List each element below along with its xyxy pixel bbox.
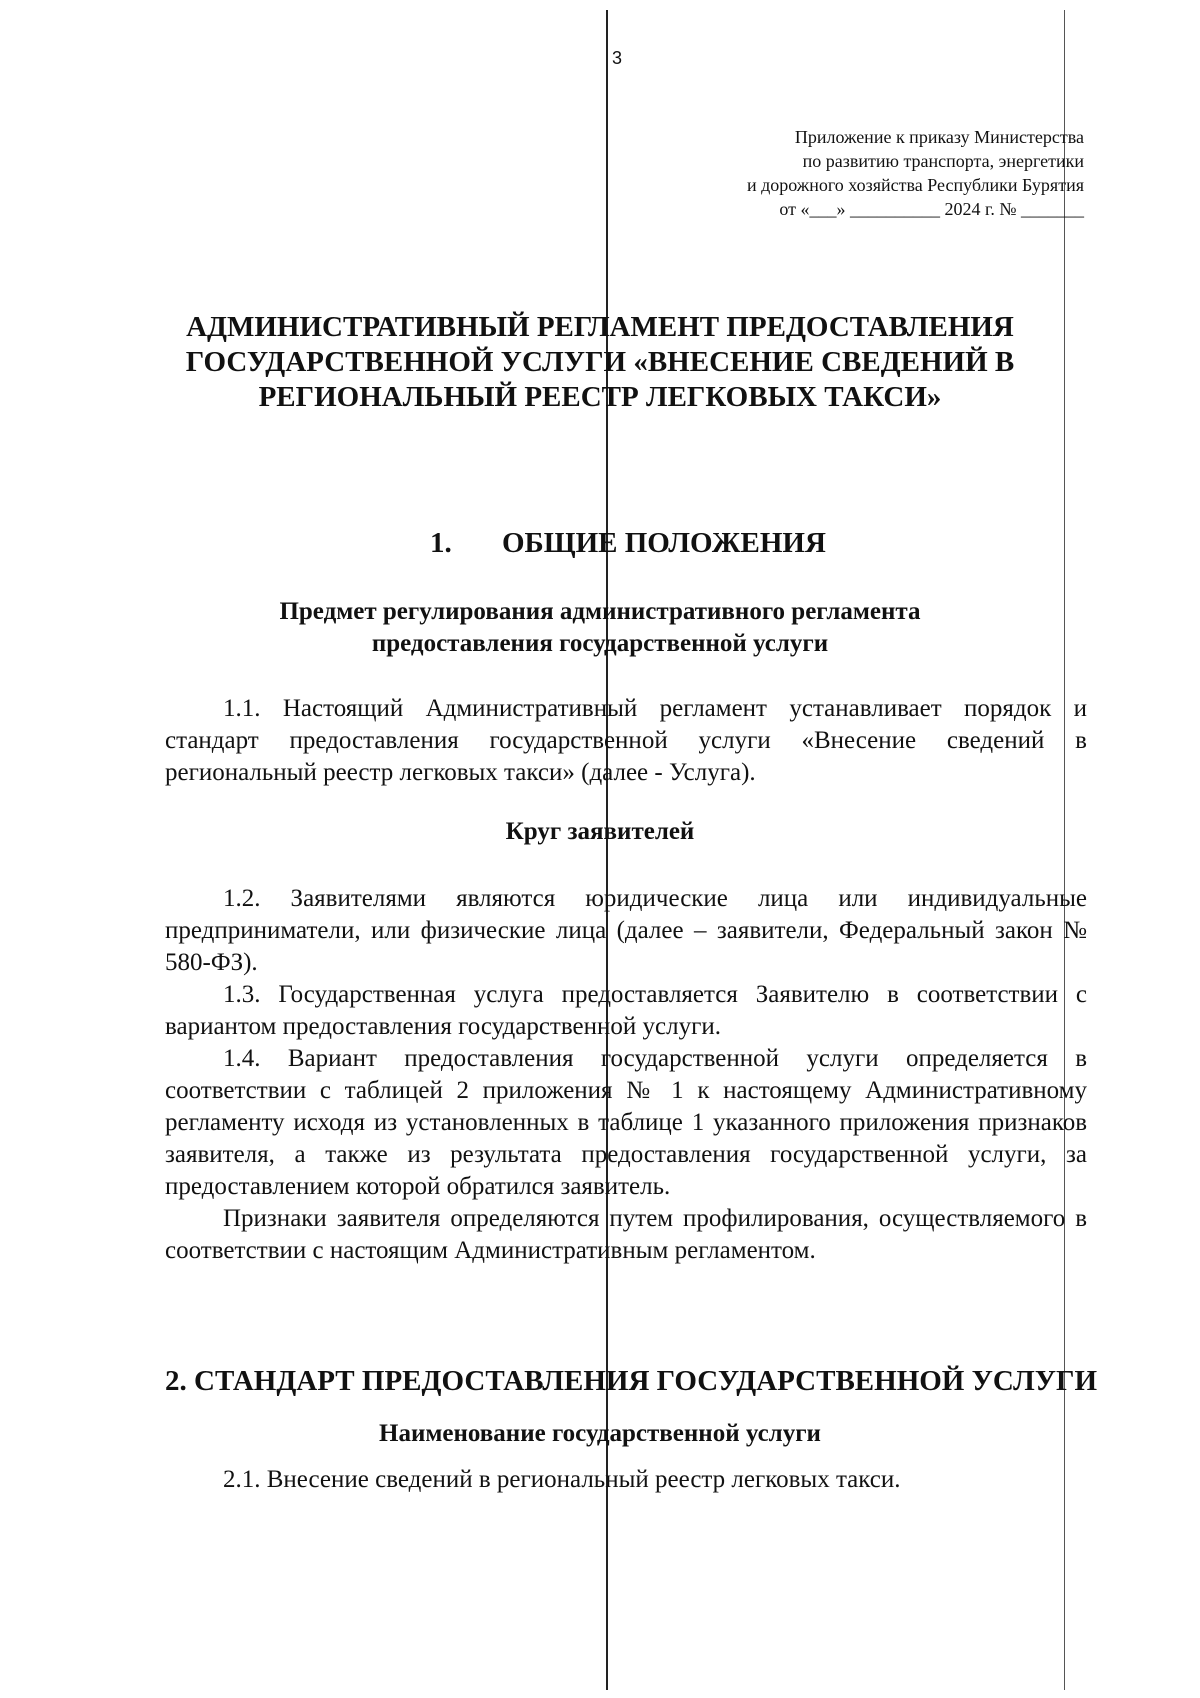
title-line: АДМИНИСТРАТИВНЫЙ РЕГЛАМЕНТ ПРЕДОСТАВЛЕНИЯ	[186, 311, 1014, 343]
appendix-date-line: от «___» __________ 2024 г. № _______	[779, 199, 1084, 219]
section-number: 1.	[430, 527, 452, 559]
paragraph-1-1-block	[165, 693, 1087, 789]
scan-artifact-line-right	[1064, 10, 1065, 1690]
appendix-line: по развитию транспорта, энергетики	[802, 151, 1084, 171]
appendix-line: Приложение к приказу Министерства	[794, 127, 1084, 147]
paragraph-2-1-block	[165, 1464, 1087, 1496]
subheading-line: предоставления государственной услуги	[371, 630, 829, 657]
paragraph-applicant-signs: Признаки заявителя определяются путем профилирования, осуществляемого в соответствии с настоящим Административным регламентом.	[165, 1205, 1087, 1264]
appendix-header	[564, 125, 1084, 221]
paragraphs-1-2-to-1-4	[165, 883, 1087, 1267]
section-title: ОБЩИЕ ПОЛОЖЕНИЯ	[502, 527, 826, 559]
subheading-applicants	[160, 816, 1040, 848]
page-number: 3	[612, 48, 623, 68]
title-line: ГОСУДАРСТВЕННОЙ УСЛУГИ «ВНЕСЕНИЕ СВЕДЕНИЙ В	[185, 346, 1015, 378]
title-line: РЕГИОНАЛЬНЫЙ РЕЕСТР ЛЕГКОВЫХ ТАКСИ»	[258, 381, 942, 413]
paragraph-1-3: 1.3. Государственная услуга предоставляется Заявителю в соответствии с вариантом предоставления государственной услуги.	[165, 981, 1087, 1040]
paragraph-2-1: 2.1. Внесение сведений в региональный реестр легковых такси.	[223, 1466, 901, 1493]
subheading-line: Круг заявителей	[505, 818, 695, 845]
paragraph-1-4: 1.4. Вариант предоставления государственной услуги определяется в соответствии с таблицей 2 приложения № 1 к настоящему Административному регламенту исходя из установленных в таблице 1 указанного приложения признаков заявителя, а также из результата предоставления государственной услуги, за предоставлением которой обратился заявитель.	[165, 1045, 1087, 1200]
appendix-line: и дорожного хозяйства Республики Бурятия	[746, 175, 1084, 195]
subheading-line: Предмет регулирования административного регламента	[279, 598, 921, 625]
document-title	[160, 310, 1040, 415]
paragraph-1-2: 1.2. Заявителями являются юридические лица или индивидуальные предприниматели, или физические лица (далее – заявители, Федеральный закон № 580-ФЗ).	[165, 885, 1087, 976]
subheading-line: Наименование государственной услуги	[379, 1420, 821, 1447]
paragraph-1-1: 1.1. Настоящий Административный регламент устанавливает порядок и стандарт предоставления государственной услуги «Внесение сведений в региональный реестр легковых такси» (далее - Услуга).	[165, 695, 1087, 786]
section-2-heading: 2. СТАНДАРТ ПРЕДОСТАВЛЕНИЯ ГОСУДАРСТВЕННОЙ УСЛУГИ	[165, 1365, 1098, 1397]
subheading-service-name	[160, 1418, 1040, 1450]
section-1-heading	[430, 527, 826, 560]
subheading-subject	[160, 596, 1040, 660]
